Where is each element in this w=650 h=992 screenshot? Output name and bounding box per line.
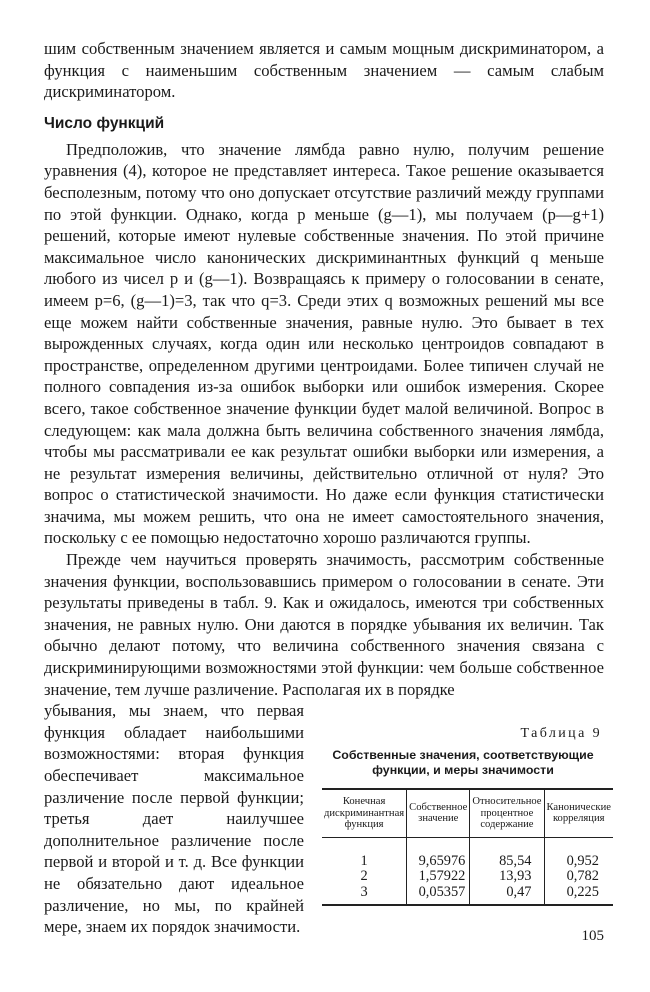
- intro-paragraph: шим собственным значением является и самым мощным дискриминатором, а функция с наименьшим собственным значением — самым слабым дискриминатором.: [44, 39, 604, 102]
- table-caption: Собственные значения, соответствующие функции, и меры значимости: [332, 748, 594, 778]
- cell-eigenvalue: 9,65976: [407, 837, 470, 869]
- cell-eigenvalue: 1,57922: [407, 869, 470, 885]
- header-eigenvalue: Собственное значение: [407, 789, 470, 837]
- table-row: [322, 885, 613, 906]
- cell-correlation: 0,225: [544, 885, 613, 906]
- paragraph-2: Прежде чем научиться проверять значимость, рассмотрим собственные значения функции, воспользовавшись примером о голосовании в сенате. Эти результаты приведены в табл. 9. Как и ожидалось, имеются три собственных значения, не равных нулю. Они даются в порядке убывания их величин. Так обычно делают потому, что величина собственного значения связана с дискриминирующими возможностями этой функции: чем больше собственное значение, тем лучше различение. Располагая их в порядке: [44, 550, 604, 699]
- cell-percent: 13,93: [470, 869, 544, 885]
- wrapped-text-column: [44, 700, 304, 938]
- cell-function: 3: [360, 883, 368, 900]
- cell-percent: 85,54: [470, 837, 544, 869]
- cell-correlation: 0,952: [544, 837, 613, 869]
- page-number: 105: [581, 928, 604, 944]
- table-label: Таблица 9: [520, 726, 602, 742]
- paragraph-1: Предположив, что значение лямбда равно нулю, получим решение уравнения (4), которое не представляет интереса. Такое решение оказывается бесполезным, потому что оно допускает отсутствие различий между группами по этой функции. Однако, когда p меньше (g—1), мы получаем (p—g+1) решений, которые имеют нулевые собственные значения. По этой причине максимальное число канонических дискриминантных функций q меньше любого из чисел p и (g—1). Возвращаясь к примеру о голосовании в сенате, имеем p=6, (g—1)=3, так что q=3. Среди этих q возможных решений мы все еще можем найти собственные значения, равные нулю. Это бывает в тех вырожденных случаях, когда один или несколько центроидов совпадают в пространстве, определенном другими центроидами. Более типичен случай не полного совпадения из-за ошибок выборки или ошибок измерения. Скорее всего, такое собственное значение функции будет малой величиной. Вопрос в следующем: как мала должна быть величина собственного значения лямбда, чтобы мы рассматривали ее как результат ошибки выборки или измерения, а не результат измерения величины, действительно отличной от нуля? Это вопрос о статистической значимости. Но даже если функция статистически значима, мы можем решить, что она не имеет самостоятельного значения, поскольку с ее помощью недостаточно хорошо различаются группы.: [44, 139, 604, 548]
- cell-percent: 0,47: [470, 885, 544, 906]
- cell-eigenvalue: 0,05357: [407, 885, 470, 906]
- header-function: Конечная дискриминантная функция: [322, 789, 407, 837]
- paragraph-3: убывания, мы знаем, что первая функция обладает наибольшими возможностями: вторая функция обеспечивает максимальное различение после первой функции; третья дает наилучшее дополнительное различение после первой и второй и т. д. Все функции не обязательно дают идеальное различение, но мы, по крайней мере, знаем их порядок значимости.: [44, 701, 304, 937]
- cell-correlation: 0,782: [544, 869, 613, 885]
- table-grid: [322, 788, 613, 906]
- table-row: [322, 837, 613, 869]
- cell-function: 2: [360, 868, 368, 885]
- section-heading: Число функций: [44, 114, 165, 132]
- table-header-row: [322, 789, 613, 837]
- header-correlation: Канонические корреляция: [544, 789, 613, 837]
- cell-function: 1: [360, 852, 368, 869]
- table-9: [322, 700, 611, 906]
- table-row: [322, 869, 613, 885]
- header-percent: Относительное процентное содержание: [470, 789, 544, 837]
